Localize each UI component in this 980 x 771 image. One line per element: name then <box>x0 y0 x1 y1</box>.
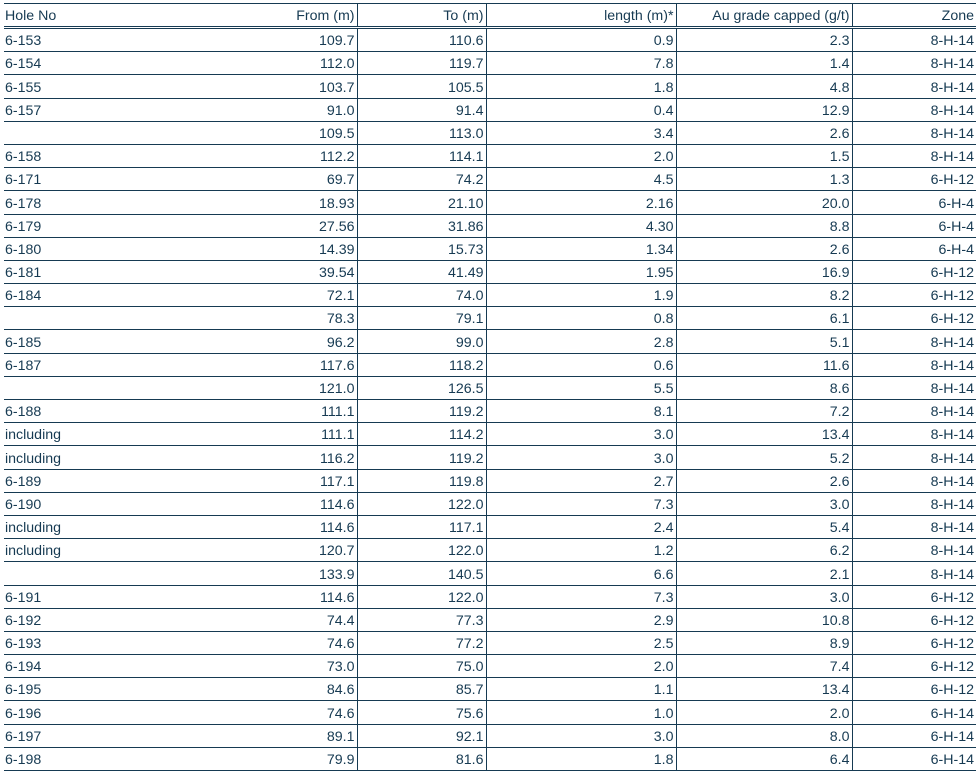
hole-no-cell <box>4 562 228 585</box>
length-cell: 3.4 <box>486 121 676 144</box>
to-cell: 122.0 <box>357 539 486 562</box>
length-cell: 1.34 <box>486 237 676 260</box>
hole-no-cell: 6-196 <box>4 701 228 724</box>
au-grade-cell: 2.0 <box>676 701 852 724</box>
column-header-zone: Zone <box>852 4 976 28</box>
au-grade-cell: 1.5 <box>676 144 852 167</box>
from-cell: 117.1 <box>228 469 357 492</box>
zone-cell: 8-H-14 <box>852 515 976 538</box>
to-cell: 77.2 <box>357 631 486 654</box>
length-cell: 2.4 <box>486 515 676 538</box>
hole-no-cell: 6-184 <box>4 284 228 307</box>
length-cell: 0.9 <box>486 28 676 52</box>
zone-cell: 8-H-14 <box>852 423 976 446</box>
from-cell: 73.0 <box>228 655 357 678</box>
from-cell: 112.2 <box>228 144 357 167</box>
hole-no-cell: 6-193 <box>4 631 228 654</box>
zone-cell: 6-H-14 <box>852 724 976 747</box>
table-row <box>4 469 976 492</box>
column-header-length: length (m)* <box>486 4 676 28</box>
table-row <box>4 423 976 446</box>
length-cell: 1.8 <box>486 75 676 98</box>
hole-no-cell <box>4 121 228 144</box>
length-cell: 3.0 <box>486 446 676 469</box>
au-grade-cell: 13.4 <box>676 678 852 701</box>
hole-no-cell: including <box>4 446 228 469</box>
au-grade-cell: 3.0 <box>676 585 852 608</box>
zone-cell: 8-H-14 <box>852 121 976 144</box>
from-cell: 109.5 <box>228 121 357 144</box>
zone-cell: 8-H-14 <box>852 376 976 399</box>
zone-cell: 8-H-14 <box>852 98 976 121</box>
to-cell: 119.2 <box>357 446 486 469</box>
hole-no-cell: 6-188 <box>4 400 228 423</box>
hole-no-cell: 6-185 <box>4 330 228 353</box>
length-cell: 1.1 <box>486 678 676 701</box>
au-grade-cell: 5.4 <box>676 515 852 538</box>
length-cell: 0.8 <box>486 307 676 330</box>
zone-cell: 6-H-4 <box>852 237 976 260</box>
to-cell: 91.4 <box>357 98 486 121</box>
table-row <box>4 237 976 260</box>
table-row <box>4 655 976 678</box>
table-row <box>4 75 976 98</box>
to-cell: 77.3 <box>357 608 486 631</box>
from-cell: 18.93 <box>228 191 357 214</box>
au-grade-cell: 16.9 <box>676 260 852 283</box>
au-grade-cell: 7.2 <box>676 400 852 423</box>
length-cell: 6.6 <box>486 562 676 585</box>
au-grade-cell: 2.6 <box>676 121 852 144</box>
zone-cell: 8-H-14 <box>852 28 976 52</box>
length-cell: 7.8 <box>486 52 676 75</box>
from-cell: 103.7 <box>228 75 357 98</box>
table-row <box>4 168 976 191</box>
length-cell: 1.0 <box>486 701 676 724</box>
table-row <box>4 307 976 330</box>
hole-no-cell: 6-155 <box>4 75 228 98</box>
zone-cell: 6-H-4 <box>852 191 976 214</box>
to-cell: 118.2 <box>357 353 486 376</box>
from-cell: 114.6 <box>228 515 357 538</box>
length-cell: 2.9 <box>486 608 676 631</box>
from-cell: 14.39 <box>228 237 357 260</box>
from-cell: 74.6 <box>228 701 357 724</box>
zone-cell: 6-H-12 <box>852 678 976 701</box>
au-grade-cell: 3.0 <box>676 492 852 515</box>
zone-cell: 6-H-12 <box>852 585 976 608</box>
au-grade-cell: 8.8 <box>676 214 852 237</box>
zone-cell: 8-H-14 <box>852 469 976 492</box>
table-row <box>4 144 976 167</box>
length-cell: 1.9 <box>486 284 676 307</box>
to-cell: 114.1 <box>357 144 486 167</box>
column-header-au-grade: Au grade capped (g/t) <box>676 4 852 28</box>
table-row <box>4 330 976 353</box>
from-cell: 89.1 <box>228 724 357 747</box>
au-grade-cell: 13.4 <box>676 423 852 446</box>
length-cell: 8.1 <box>486 400 676 423</box>
length-cell: 7.3 <box>486 585 676 608</box>
table-row <box>4 585 976 608</box>
table-row <box>4 28 976 52</box>
to-cell: 74.0 <box>357 284 486 307</box>
to-cell: 75.0 <box>357 655 486 678</box>
from-cell: 116.2 <box>228 446 357 469</box>
au-grade-cell: 20.0 <box>676 191 852 214</box>
table-row <box>4 539 976 562</box>
table-row <box>4 52 976 75</box>
table-row <box>4 747 976 770</box>
length-cell: 0.4 <box>486 98 676 121</box>
to-cell: 81.6 <box>357 747 486 770</box>
column-header-hole-no: Hole No <box>4 4 228 28</box>
length-cell: 1.2 <box>486 539 676 562</box>
from-cell: 39.54 <box>228 260 357 283</box>
from-cell: 78.3 <box>228 307 357 330</box>
table-row <box>4 631 976 654</box>
zone-cell: 8-H-14 <box>852 144 976 167</box>
au-grade-cell: 2.6 <box>676 237 852 260</box>
table-row <box>4 284 976 307</box>
hole-no-cell: including <box>4 539 228 562</box>
au-grade-cell: 5.2 <box>676 446 852 469</box>
hole-no-cell: 6-178 <box>4 191 228 214</box>
column-header-from: From (m) <box>228 4 357 28</box>
au-grade-cell: 2.6 <box>676 469 852 492</box>
au-grade-cell: 11.6 <box>676 353 852 376</box>
au-grade-cell: 1.3 <box>676 168 852 191</box>
from-cell: 69.7 <box>228 168 357 191</box>
zone-cell: 8-H-14 <box>852 400 976 423</box>
au-grade-cell: 1.4 <box>676 52 852 75</box>
hole-no-cell: 6-187 <box>4 353 228 376</box>
to-cell: 74.2 <box>357 168 486 191</box>
hole-no-cell: 6-154 <box>4 52 228 75</box>
length-cell: 7.3 <box>486 492 676 515</box>
au-grade-cell: 5.1 <box>676 330 852 353</box>
column-header-to: To (m) <box>357 4 486 28</box>
zone-cell: 8-H-14 <box>852 562 976 585</box>
from-cell: 27.56 <box>228 214 357 237</box>
from-cell: 133.9 <box>228 562 357 585</box>
from-cell: 96.2 <box>228 330 357 353</box>
from-cell: 111.1 <box>228 400 357 423</box>
length-cell: 4.5 <box>486 168 676 191</box>
from-cell: 112.0 <box>228 52 357 75</box>
length-cell: 1.8 <box>486 747 676 770</box>
to-cell: 122.0 <box>357 492 486 515</box>
from-cell: 114.6 <box>228 492 357 515</box>
zone-cell: 6-H-12 <box>852 260 976 283</box>
from-cell: 117.6 <box>228 353 357 376</box>
au-grade-cell: 6.2 <box>676 539 852 562</box>
hole-no-cell: including <box>4 515 228 538</box>
hole-no-cell: 6-179 <box>4 214 228 237</box>
table-row <box>4 446 976 469</box>
length-cell: 2.5 <box>486 631 676 654</box>
to-cell: 119.2 <box>357 400 486 423</box>
table-row <box>4 562 976 585</box>
header-row <box>4 4 976 28</box>
table-row <box>4 701 976 724</box>
to-cell: 75.6 <box>357 701 486 724</box>
length-cell: 4.30 <box>486 214 676 237</box>
au-grade-cell: 8.9 <box>676 631 852 654</box>
hole-no-cell: 6-197 <box>4 724 228 747</box>
table-row <box>4 678 976 701</box>
zone-cell: 6-H-12 <box>852 307 976 330</box>
table-row <box>4 353 976 376</box>
table-body <box>4 28 976 771</box>
to-cell: 85.7 <box>357 678 486 701</box>
zone-cell: 6-H-12 <box>852 284 976 307</box>
hole-no-cell: 6-158 <box>4 144 228 167</box>
to-cell: 117.1 <box>357 515 486 538</box>
zone-cell: 6-H-4 <box>852 214 976 237</box>
from-cell: 120.7 <box>228 539 357 562</box>
to-cell: 126.5 <box>357 376 486 399</box>
zone-cell: 6-H-12 <box>852 168 976 191</box>
zone-cell: 8-H-14 <box>852 75 976 98</box>
hole-no-cell: 6-192 <box>4 608 228 631</box>
from-cell: 79.9 <box>228 747 357 770</box>
length-cell: 1.95 <box>486 260 676 283</box>
au-grade-cell: 8.2 <box>676 284 852 307</box>
to-cell: 114.2 <box>357 423 486 446</box>
length-cell: 2.0 <box>486 144 676 167</box>
au-grade-cell: 6.4 <box>676 747 852 770</box>
zone-cell: 8-H-14 <box>852 353 976 376</box>
zone-cell: 8-H-14 <box>852 539 976 562</box>
length-cell: 2.16 <box>486 191 676 214</box>
zone-cell: 8-H-14 <box>852 446 976 469</box>
to-cell: 110.6 <box>357 28 486 52</box>
drill-results-table <box>4 3 976 771</box>
to-cell: 119.7 <box>357 52 486 75</box>
zone-cell: 6-H-12 <box>852 631 976 654</box>
length-cell: 2.0 <box>486 655 676 678</box>
au-grade-cell: 8.0 <box>676 724 852 747</box>
hole-no-cell: including <box>4 423 228 446</box>
table-row <box>4 724 976 747</box>
to-cell: 122.0 <box>357 585 486 608</box>
table-row <box>4 121 976 144</box>
au-grade-cell: 8.6 <box>676 376 852 399</box>
hole-no-cell: 6-180 <box>4 237 228 260</box>
au-grade-cell: 12.9 <box>676 98 852 121</box>
to-cell: 119.8 <box>357 469 486 492</box>
from-cell: 91.0 <box>228 98 357 121</box>
zone-cell: 6-H-12 <box>852 608 976 631</box>
from-cell: 121.0 <box>228 376 357 399</box>
table-row <box>4 214 976 237</box>
to-cell: 99.0 <box>357 330 486 353</box>
to-cell: 140.5 <box>357 562 486 585</box>
hole-no-cell: 6-181 <box>4 260 228 283</box>
to-cell: 113.0 <box>357 121 486 144</box>
au-grade-cell: 7.4 <box>676 655 852 678</box>
au-grade-cell: 2.1 <box>676 562 852 585</box>
zone-cell: 8-H-14 <box>852 492 976 515</box>
zone-cell: 6-H-14 <box>852 701 976 724</box>
zone-cell: 6-H-14 <box>852 747 976 770</box>
hole-no-cell: 6-198 <box>4 747 228 770</box>
hole-no-cell <box>4 376 228 399</box>
from-cell: 74.4 <box>228 608 357 631</box>
hole-no-cell: 6-190 <box>4 492 228 515</box>
to-cell: 79.1 <box>357 307 486 330</box>
hole-no-cell: 6-194 <box>4 655 228 678</box>
table-row <box>4 400 976 423</box>
au-grade-cell: 10.8 <box>676 608 852 631</box>
from-cell: 114.6 <box>228 585 357 608</box>
to-cell: 105.5 <box>357 75 486 98</box>
from-cell: 74.6 <box>228 631 357 654</box>
to-cell: 15.73 <box>357 237 486 260</box>
au-grade-cell: 6.1 <box>676 307 852 330</box>
zone-cell: 6-H-12 <box>852 655 976 678</box>
length-cell: 2.7 <box>486 469 676 492</box>
from-cell: 84.6 <box>228 678 357 701</box>
to-cell: 41.49 <box>357 260 486 283</box>
length-cell: 3.0 <box>486 423 676 446</box>
table-row <box>4 376 976 399</box>
hole-no-cell: 6-191 <box>4 585 228 608</box>
to-cell: 31.86 <box>357 214 486 237</box>
au-grade-cell: 2.3 <box>676 28 852 52</box>
length-cell: 5.5 <box>486 376 676 399</box>
hole-no-cell: 6-195 <box>4 678 228 701</box>
hole-no-cell <box>4 307 228 330</box>
table-row <box>4 191 976 214</box>
hole-no-cell: 6-189 <box>4 469 228 492</box>
table-row <box>4 608 976 631</box>
to-cell: 21.10 <box>357 191 486 214</box>
hole-no-cell: 6-157 <box>4 98 228 121</box>
from-cell: 109.7 <box>228 28 357 52</box>
zone-cell: 8-H-14 <box>852 330 976 353</box>
hole-no-cell: 6-153 <box>4 28 228 52</box>
table-row <box>4 492 976 515</box>
to-cell: 92.1 <box>357 724 486 747</box>
table-row <box>4 260 976 283</box>
zone-cell: 8-H-14 <box>852 52 976 75</box>
length-cell: 2.8 <box>486 330 676 353</box>
table-row <box>4 515 976 538</box>
from-cell: 72.1 <box>228 284 357 307</box>
length-cell: 0.6 <box>486 353 676 376</box>
from-cell: 111.1 <box>228 423 357 446</box>
hole-no-cell: 6-171 <box>4 168 228 191</box>
table-row <box>4 98 976 121</box>
length-cell: 3.0 <box>486 724 676 747</box>
au-grade-cell: 4.8 <box>676 75 852 98</box>
